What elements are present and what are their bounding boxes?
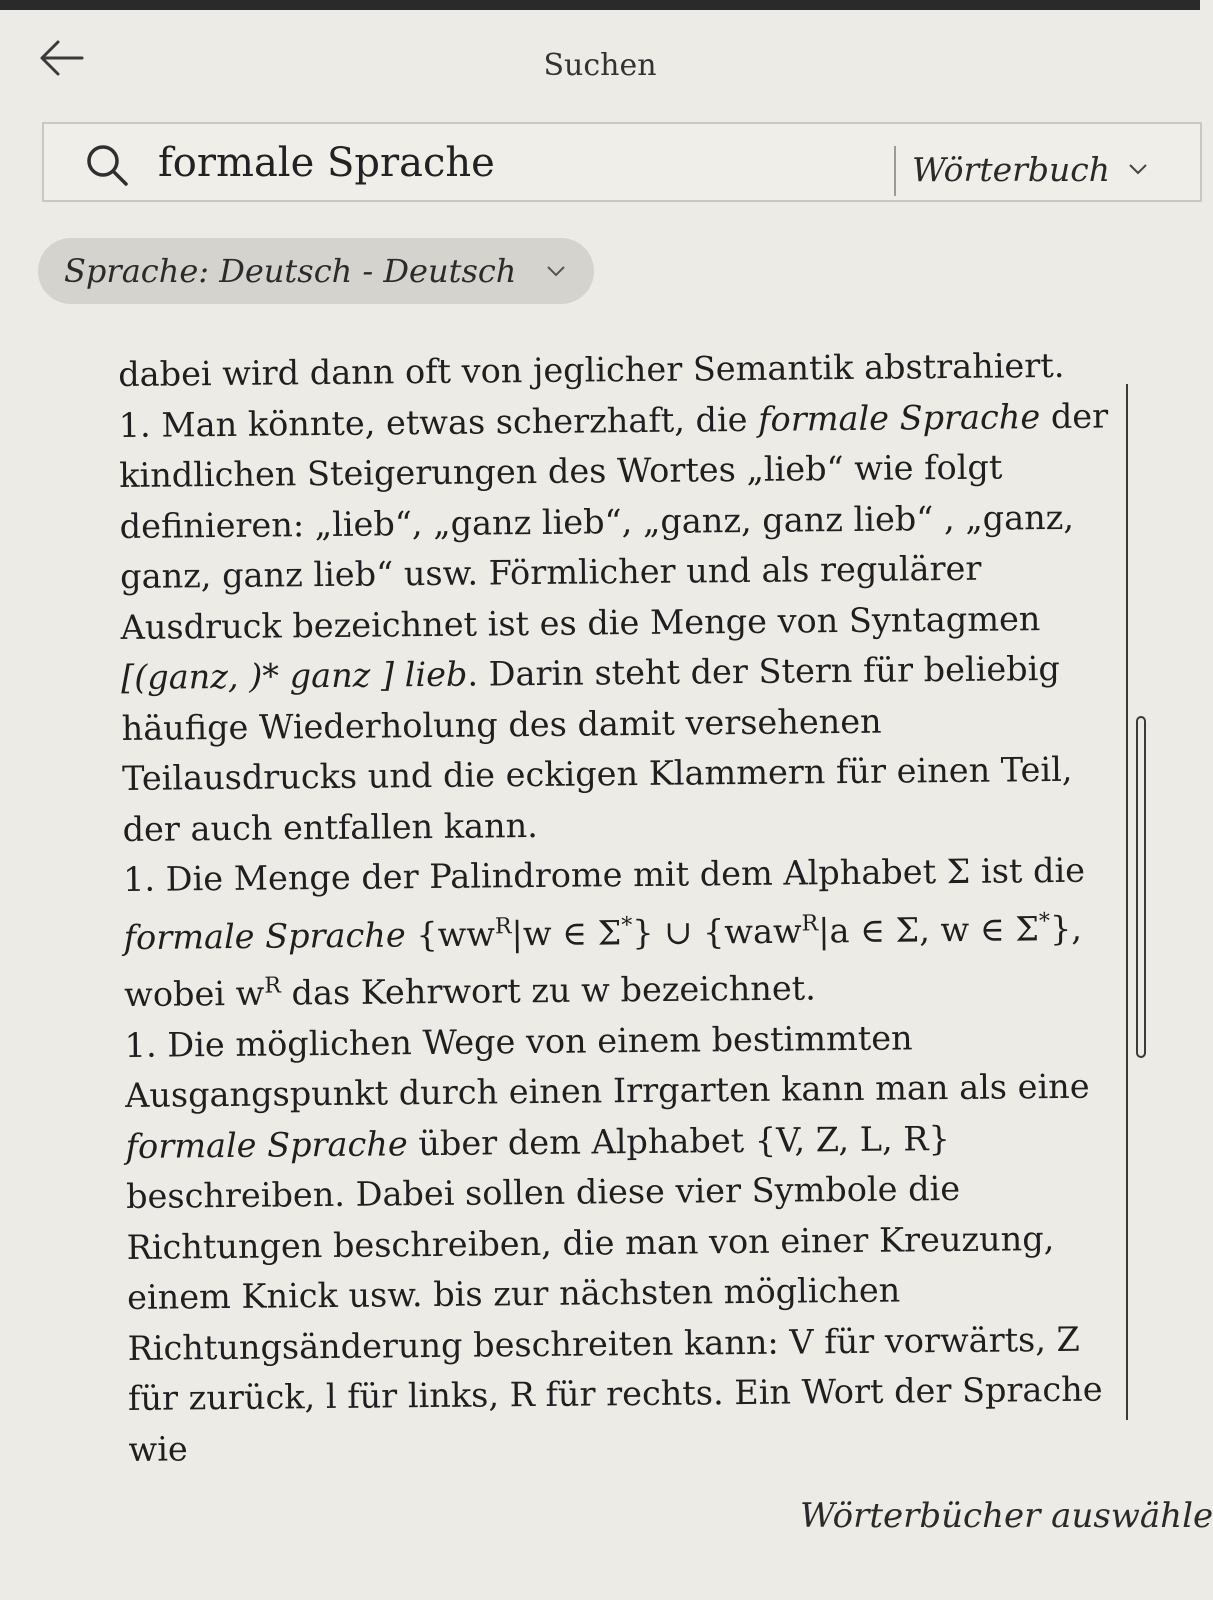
search-bar	[42, 122, 1202, 202]
entry-paragraph: 1. Die Menge der Palindrome mit dem Alphabet Σ ist die formale Sprache {$ww^R|w$ ∈ Σ*} ∪ {waw$^R$|a ∈ Σ, w ∈ Σ*}, wobei $w^R$ das Kehrwort zu w bezeichnet.	[122, 850, 1086, 1015]
language-filter-button[interactable]	[38, 238, 594, 304]
superscript: R	[494, 913, 512, 939]
superscript: R	[264, 973, 281, 999]
superscript: *	[621, 912, 633, 938]
search-term-highlight: formale Sprache	[757, 396, 1041, 439]
entry-paragraph: dabei wird dann oft von jeglicher Semantik abstrahiert.	[118, 345, 1065, 394]
scrollbar-thumb[interactable]	[1136, 716, 1146, 1058]
entry-paragraph: 1. Die möglichen Wege von einem bestimmten Ausgangspunkt durch einen Irrgarten kann man als eine formale Sprache über dem Alphabet {V, Z, L, R} beschreiben. Dabei sollen diese vier Symbole die Richtungen beschreiben, die man von einer Kreuzung, einem Knick usw. bis zur nächsten möglichen Richtungsänderung beschreiten kann: V für vorwärts, Z für zurück, l für links, R für rechts. Ein Wort der Sprache wie	[124, 1018, 1103, 1469]
dictionary-dropdown-label: Wörterbuch	[912, 149, 1110, 189]
status-bar	[0, 0, 1200, 10]
search-input[interactable]	[158, 134, 878, 192]
dictionary-dropdown[interactable]	[912, 144, 1148, 194]
scrollbar-track	[1126, 384, 1128, 1420]
chevron-down-icon	[546, 264, 566, 278]
dictionary-entry-text	[118, 340, 1118, 1469]
select-dictionaries-link[interactable]: Wörterbücher auswähle	[800, 1496, 1213, 1536]
entry-paragraph: 1. Man könnte, etwas scherzhaft, die formale Sprache der kindlichen Steigerungen des Wortes „lieb“ wie folgt definieren: „lieb“, „ganz lieb“, „ganz, ganz lieb“ , „ganz, ganz, ganz lieb“ usw. Förmlicher und als regulärer Ausdruck bezeichnet ist es die Menge von Syntagmen [(ganz, )* ganz ] lieb. Darin steht der Stern für beliebig häufige Wiederholung des damit versehenen Teilausdrucks und die eckigen Klammern für einen Teil, der auch entfallen kann.	[118, 395, 1109, 849]
search-term-highlight: [(ganz, )* ganz ] lieb	[120, 654, 468, 697]
superscript: *	[1038, 908, 1051, 934]
search-divider	[894, 146, 896, 196]
search-icon	[84, 142, 130, 188]
superscript: R	[801, 910, 819, 936]
search-term-highlight: formale Sprache	[125, 1124, 408, 1166]
chevron-down-icon	[1128, 162, 1148, 176]
page-title: Suchen	[543, 48, 657, 83]
language-filter-label: Sprache: Deutsch - Deutsch	[64, 252, 517, 290]
search-term-highlight: formale Sprache	[123, 914, 406, 957]
